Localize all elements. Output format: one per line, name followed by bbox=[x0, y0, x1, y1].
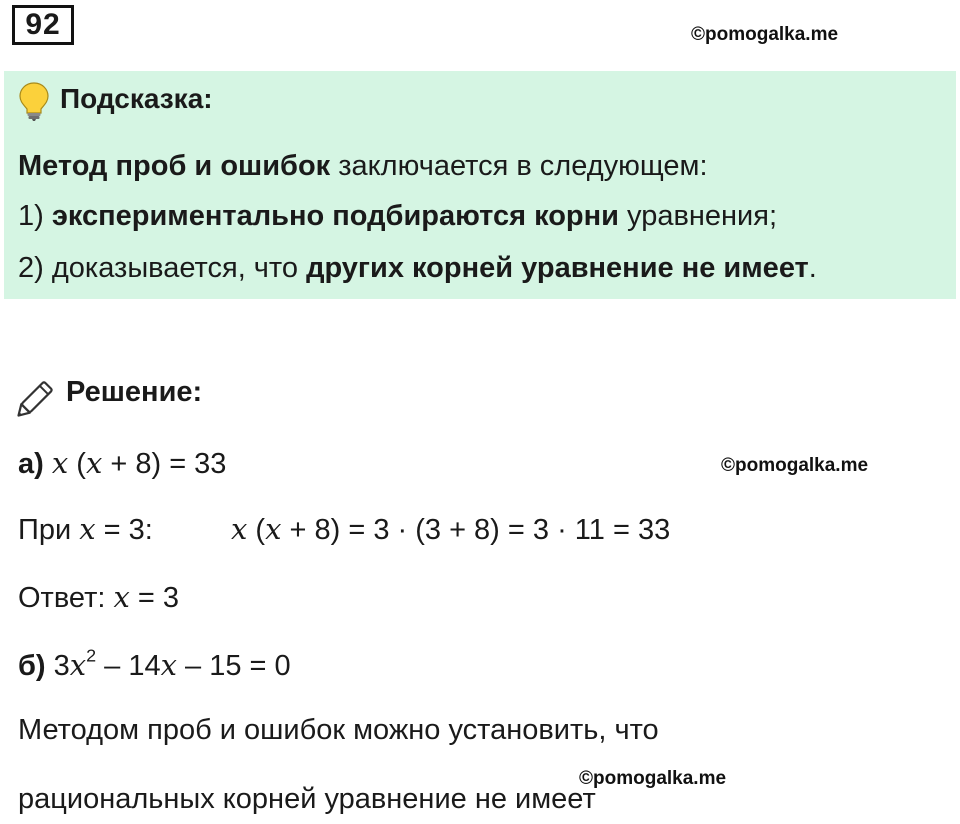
watermark-bottom: ©pomogalka.me bbox=[579, 768, 727, 789]
part-b-text-line-2: рациональных корней уравнение не имеет bbox=[18, 783, 596, 815]
pencil-icon bbox=[14, 372, 64, 418]
lightbulb-icon bbox=[16, 80, 52, 122]
watermark-middle: ©pomogalka.me bbox=[721, 455, 869, 476]
part-a-check-label: При x = 3: bbox=[18, 512, 153, 546]
solution-title: Решение: bbox=[66, 376, 203, 408]
hint-line-1: Метод проб и ошибок заключается в следующем: bbox=[18, 150, 708, 182]
part-b-equation: б) $3x^2 - 14x - 15 = 0$ bbox=[18, 645, 291, 682]
hint-title: Подсказка: bbox=[60, 83, 213, 114]
part-a-equation: а) x (x + 8) = 33 bbox=[18, 446, 227, 480]
watermark-top: ©pomogalka.me bbox=[691, 24, 839, 45]
part-a-check-calc: x (x + 8) = 3 · (3 + 8) = 3 · 11 = 33 bbox=[231, 512, 671, 546]
hint-line-2: 1) экспериментально подбираются корни уравнения; bbox=[18, 200, 778, 232]
part-b-text-line-1: Методом проб и ошибок можно установить, что bbox=[18, 714, 659, 746]
problem-number: 92 bbox=[12, 5, 74, 45]
part-a-answer: Ответ: x = 3 bbox=[18, 580, 180, 614]
hint-line-3: 2) доказывается, что других корней уравнение не имеет. bbox=[18, 252, 817, 284]
